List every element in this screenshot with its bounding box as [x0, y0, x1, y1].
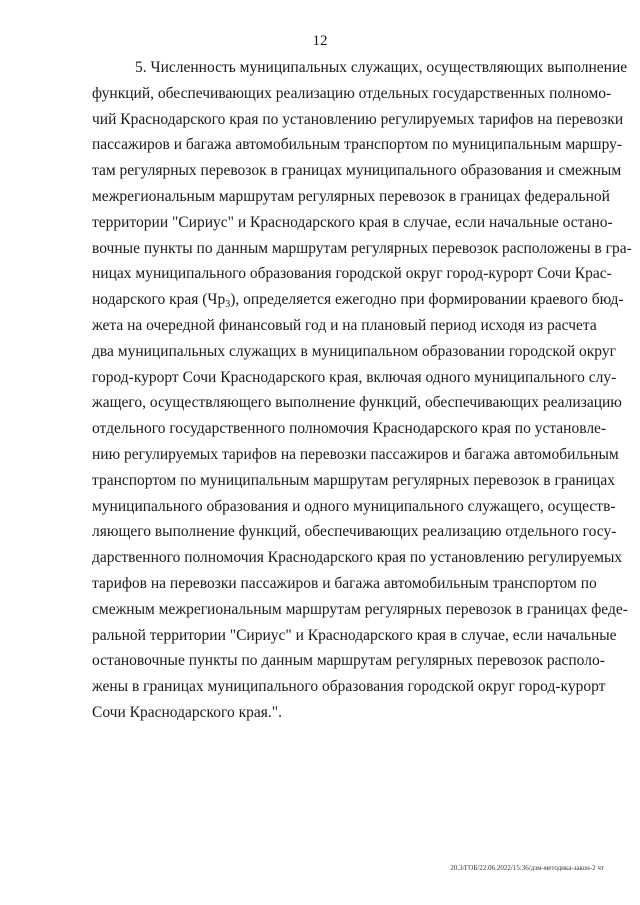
- paragraph-line: территории "Сириус" и Краснодарского края в случае, если начальные остано-: [92, 213, 613, 231]
- paragraph-line: там регулярных перевозок в границах муниципального образования и смежным: [92, 162, 622, 180]
- paragraph-line: ляющего выполнение функций, обеспечивающих реализацию отдельного госу-: [92, 523, 617, 541]
- paragraph-line: отдельного государственного полномочия Краснодарского края по установле-: [92, 420, 607, 438]
- paragraph-line-with-subscript: [92, 290, 624, 311]
- paragraph-line: межрегиональным маршрутам регулярных перевозок в границах федеральной: [92, 188, 610, 205]
- paragraph-line: 5. Численность муниципальных служащих, осуществляющих выполнение: [135, 59, 628, 76]
- paragraph-line: дарственного полномочия Краснодарского края по установлению регулируемых: [92, 549, 623, 567]
- paragraph-line: пассажиров и багажа автомобильным транспортом по муниципальным маршру-: [92, 136, 623, 154]
- line-text-after-subscript: ), определяется ежегодно при формировании краевого бюд-: [230, 291, 624, 309]
- paragraph-line: жены в границах муниципального образования городской округ город-курорт: [92, 678, 606, 696]
- page-number: 12: [312, 33, 328, 49]
- paragraph-line: ницах муниципального образования городской округ город-курорт Сочи Крас-: [92, 265, 612, 283]
- paragraph-line: жащего, осуществляющего выполнение функций, обеспечивающих реализацию: [92, 394, 622, 412]
- paragraph-line: нию регулируемых тарифов на перевозки пассажиров и багажа автомобильным: [92, 446, 619, 463]
- paragraph-line: транспортом по муниципальным маршрутам регулярных перевозок в границах: [92, 471, 615, 489]
- paragraph-line: вочные пункты по данным маршрутам регулярных перевозок расположены в гра-: [92, 239, 632, 257]
- subscript: 3: [225, 299, 231, 311]
- paragraph-line: смежным межрегиональным маршрутам регулярных перевозок в границах феде-: [92, 600, 628, 618]
- paragraph-line: муниципального образования и одного муниципального служащего, осуществ-: [92, 497, 616, 515]
- paragraph-line: Сочи Краснодарского края.".: [92, 704, 282, 721]
- paragraph-line: город-курорт Сочи Краснодарского края, включая одного муниципального слу-: [92, 368, 617, 386]
- paragraph-line: тарифов на перевозки пассажиров и багажа автомобильным транспортом по: [92, 575, 597, 592]
- paragraph-line: ральной территории "Сириус" и Краснодарского края в случае, если начальные: [92, 626, 617, 644]
- line-text-before-subscript: нодарского края (Чр: [92, 291, 226, 309]
- document-footer-code: 20.3/ГОБ/22.06.2022/15:36/дзм-методика-закон-2 чт: [450, 864, 604, 872]
- paragraph-line: чий Краснодарского края по установлению регулируемых тарифов на перевозки: [92, 110, 624, 128]
- paragraph-line: жета на очередной финансовый год и на плановый период исходя из расчета: [92, 317, 597, 334]
- paragraph-line: функций, обеспечивающих реализацию отдельных государственных полномо-: [92, 84, 612, 102]
- paragraph-line: два муниципальных служащих в муниципальном образовании городской округ: [92, 342, 616, 360]
- paragraph-line: остановочные пункты по данным маршрутам регулярных перевозок располо-: [92, 652, 605, 670]
